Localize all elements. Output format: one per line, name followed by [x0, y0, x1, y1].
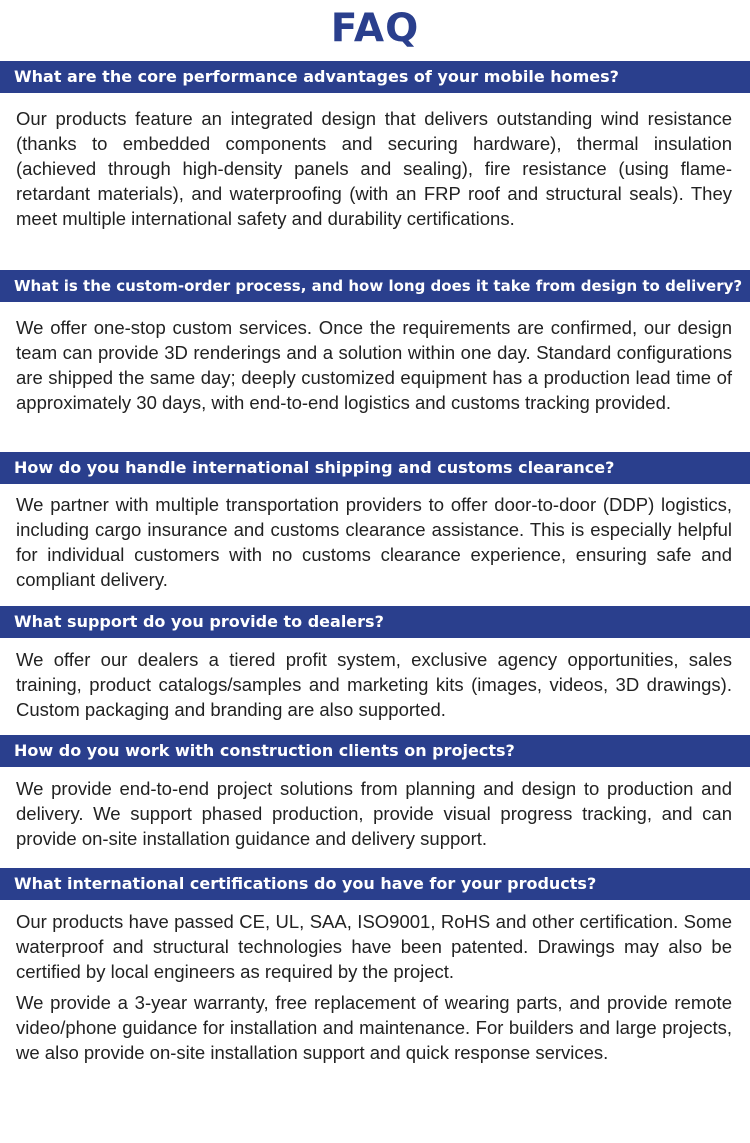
faq-answer-1: Our products feature an integrated design that delivers outstanding wind resistance (thanks to embedded components and securing hardware), thermal insulation (achieved through high-density panels and sealing), fire resistance (using flame-retardant materials), and waterproofing (with an FRP roof and structural seals). They meet multiple international safety and durability certifications.	[16, 108, 732, 229]
faq-answer-6: Our products have passed CE, UL, SAA, ISO9001, RoHS and other certification. Some waterproof and structural technologies have been patented. Drawings may also be certified by local engineers as required by the project.	[16, 911, 732, 982]
faq-answer-3: We partner with multiple transportation providers to offer door-to-door (DDP) logistics, including cargo insurance and customs clearance assistance. This is especially helpful for individual customers with no customs clearance experience, ensuring safe and compliant delivery.	[16, 494, 732, 590]
page-title: FAQ	[330, 6, 420, 51]
faq-answer-2: We offer one-stop custom services. Once the requirements are confirmed, our design team can provide 3D renderings and a solution within one day. Standard configurations are shipped the same day; deeply customized equipment has a production lead time of approximately 30 days, with end-to-end logistics and customs tracking provided.	[16, 317, 732, 413]
faq-question-1: What are the core performance advantages of your mobile homes?	[0, 61, 750, 93]
faq-answer-4: We offer our dealers a tiered profit system, exclusive agency opportunities, sales training, product catalogs/samples and marketing kits (images, videos, 3D drawings). Custom packaging and branding are also supported.	[16, 649, 732, 720]
faq-question-6: What international certifications do you have for your products?	[0, 868, 750, 900]
faq-question-4: What support do you provide to dealers?	[0, 606, 750, 638]
faq-question-3: How do you handle international shipping and customs clearance?	[0, 452, 750, 484]
faq-answer-6-extra: We provide a 3-year warranty, free replacement of wearing parts, and provide remote video/phone guidance for installation and maintenance. For builders and large projects, we also provide on-site installation support and quick response services.	[16, 992, 732, 1063]
faq-question-5: How do you work with construction clients on projects?	[0, 735, 750, 767]
faq-question-2: What is the custom-order process, and how long does it take from design to delivery?	[0, 270, 750, 302]
faq-answer-5: We provide end-to-end project solutions from planning and design to production and delivery. We support phased production, provide visual progress tracking, and can provide on-site installation guidance and delivery support.	[16, 778, 732, 849]
